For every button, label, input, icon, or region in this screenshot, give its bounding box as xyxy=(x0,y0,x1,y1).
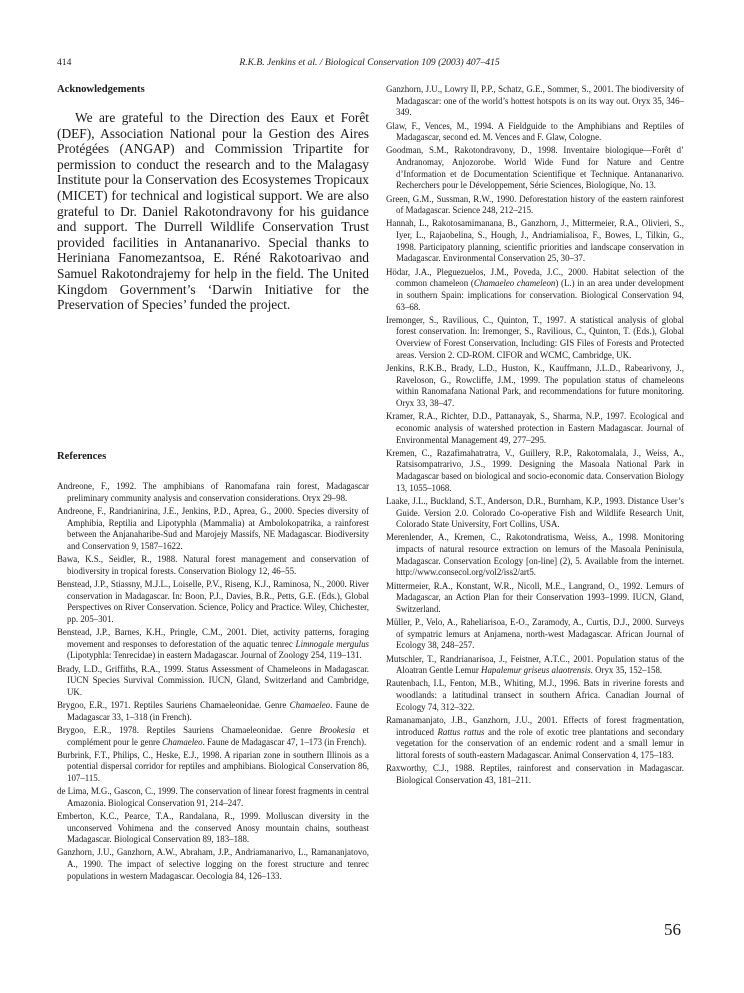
reference-entry xyxy=(57,579,369,626)
reference-entry xyxy=(57,847,369,882)
reference-entry xyxy=(386,194,684,217)
reference-text: and the role of exotic tree plantations and secondary vegetation for the conservation of an endemic rodent and a small lemur in littoral forests of south-eastern Madagascar. Animal Conservation 4, 175–183. xyxy=(396,726,684,760)
reference-list-right xyxy=(386,84,684,788)
reference-text: Burbrink, F.T., Philips, C., Heske, E.J., 1998. A riparian zone in southern Illinois as a potential dispersal corridor for reptiles and amphibians. Biological Conservation 86, 107–115. xyxy=(57,749,369,783)
reference-italic: Rattus rattus xyxy=(437,726,485,737)
page-number: 414 xyxy=(57,57,72,68)
reference-italic: Chamaeleo xyxy=(162,736,203,747)
reference-text: Brady, L.D., Griffiths, R.A., 1999. Status Assessment of Chameleons in Madagascar. IUCN Species Survival Commission. IUCN, Gland, Switzerland and Cambridge, UK. xyxy=(57,663,369,697)
reference-entry xyxy=(57,750,369,785)
reference-text: (Lipotyphla: Tenrecidae) in eastern Madagascar. Journal of Zoology 254, 119–131. xyxy=(67,650,362,661)
reference-text: de Lima, M.G., Gascon, C., 1999. The conservation of linear forest fragments in central Amazonia. Biological Conservation 91, 214–247. xyxy=(57,786,369,808)
reference-entry xyxy=(386,363,684,410)
reference-entry xyxy=(386,121,684,144)
reference-entry xyxy=(57,506,369,553)
reference-text: Hödar, J.A., Pleguezuelos, J.M., Poveda, J.C., 2000. Habitat selection of the common chameleon ( xyxy=(386,266,684,289)
reference-entry xyxy=(386,411,684,446)
reference-entry xyxy=(386,145,684,192)
reference-italic: Limnogale mergulus xyxy=(295,638,369,649)
reference-entry xyxy=(386,678,684,713)
reference-text: Jenkins, R.K.B., Brady, L.D., Huston, K., Kauffmann, J.L.D., Rabearivony, J., Raveloson, G., Rowcliffe, J.M., 1999. The population status of chameleons within Ranomafana National Park, and recommendations for future monitoring. Oryx 33, 38–47. xyxy=(386,362,684,409)
reference-text: Kremen, C., Razafimahatratra, V., Guillery, R.P., Rakotomalala, J., Weiss, A., Ratsisompatrarivo, J.S., 1999. Designing the Masoala National Park in Madagascar based on biological and socio-economic data. Conservation Biology 13, 1055–1068. xyxy=(386,447,684,493)
reference-entry xyxy=(57,725,369,748)
reference-text: Green, G.M., Sussman, R.W., 1990. Deforestation history of the eastern rainforest of Madagascar. Science 248, 212–215. xyxy=(386,193,684,216)
reference-text: Mutschler, T., Randrianarisoa, J., Feistner, A.T.C., 2001. Population status of the Aloatran Gentle Lemur xyxy=(386,653,684,676)
reference-text: Andreone, F., Randrianirina, J.E., Jenkins, P.D., Aprea, G., 2000. Species diversity of Amphibia, Reptilia and Lipotyphla (Mammalia) at Ambolokopatrika, a rainforest between the Anjanaharibe-Sud and Marojejy Massifs, NE Madagascar. Biodiversity and Conservation 9, 1587–1622. xyxy=(57,505,369,551)
reference-entry xyxy=(386,267,684,314)
reference-text: . Faune de Madagascar 33, 1–318 (in French). xyxy=(67,700,369,722)
reference-entry xyxy=(386,763,684,786)
reference-text: ) (L.) in an area under development in southern Spain: implications for conservation. Biological Conservation 94, 63–68. xyxy=(396,278,685,312)
reference-text: Merenlender, A., Kremen, C., Rakotondratisma, Weiss, A., 1998. Monitoring impacts of natural resource extraction on lemurs of the Masoala Peninisula, Madagascar. Conservation Ecology [on-line] (2), 5. Available from the internet. http://www.consecol.org/vol2/iss2/art5. xyxy=(386,532,684,578)
reference-text: Benstead, J.P., Stiassny, M.J.L., Loiselle, P.V., Riseng, K.J., Raminosa, N., 2000. River conservation in Madagascar. In: Boon, P.J., Davies, B.R., Petts, G.E. (Eds.), Global Perspectives on River Conservation. Science, Policy and Practice. Wiley, Chichester, pp. 205–301. xyxy=(57,578,369,624)
reference-entry xyxy=(386,448,684,495)
reference-text: Goodman, S.M., Rakotondravony, D., 1998. Inventaire biologique—Forêt d’ Andranomay, Anjozorobe. World Wide Fund for Nature and Centre d’Information et de Documentation Scientifique et Technique. Antananarivo. Recherchers pour le Développement, Série Sciences, Biologique, No. 13. xyxy=(386,145,684,191)
reference-list-left xyxy=(57,481,369,884)
left-column xyxy=(57,84,370,881)
reference-entry xyxy=(57,700,369,723)
reference-entry xyxy=(57,481,369,504)
reference-entry xyxy=(386,715,684,762)
reference-text: Ganzhorn, J.U., Lowry II, P.P., Schatz, G.E., Sommer, S., 2001. The biodiversity of Madagascar: one of the world’s hottest hotspots is on its way out. Oryx 35, 346–349. xyxy=(386,84,684,118)
reference-entry xyxy=(386,218,684,265)
folio-number: 56 xyxy=(664,920,681,939)
reference-entry xyxy=(57,786,369,809)
reference-text: Emberton, K.C., Pearce, T.A., Randalana, R., 1999. Molluscan diversity in the unconserved Vohimena and the conserved Anosy mountain chains, southeast Madagascar. Biological Conservation 89, 183–188. xyxy=(57,810,369,845)
reference-entry xyxy=(386,496,684,531)
reference-text: . Faune de Madagascar 47, 1–173 (in French). xyxy=(202,736,367,747)
reference-text: Müller, P., Velo, A., Raheliarisoa, E-O., Zaramody, A., Curtis, D.J., 2000. Surveys of sympatric lemurs at Anjamena, north-west Madagascar. African Journal of Ecology 38, 248–257. xyxy=(386,617,684,651)
reference-entry xyxy=(57,811,369,846)
reference-text: Andreone, F., 1992. The amphibians of Ranomafana rain forest, Madagascar preliminary community analysis and conservation considerations. Oryx 29–98. xyxy=(57,481,369,503)
reference-text: Iremonger, S., Ravilious, C., Quinton, T., 1997. A statistical analysis of global forest conservation. In: Iremonger, S., Ravilious, C., Quinton, T. (Eds.), Global Overview of Forest Conservation, Including: GIS Files of Forests and Protected areas. Version 2. CD-ROM. CIFOR and WCMC, Cambridge, UK. xyxy=(386,314,684,360)
reference-italic: Hapalemur griseus alaotrensis xyxy=(481,665,591,676)
references-heading: References xyxy=(57,451,107,462)
reference-entry xyxy=(386,315,684,362)
reference-text: Brygoo, E.R., 1978. Reptiles Sauriens Chamaeleonidae. Genre xyxy=(57,724,320,735)
reference-text: Laake, J.L., Buckland, S.T., Anderson, D.R., Burnham, K.P., 1993. Distance User’s Guide. Version 2.0. Colorado Co-operative Fish and Wildlife Research Unit, Colorado State University, Fort Collins, USA. xyxy=(386,495,684,530)
reference-entry xyxy=(57,664,369,699)
reference-entry xyxy=(57,554,369,577)
reference-text: . Oryx 35, 152–158. xyxy=(590,665,663,676)
reference-text: Bawa, K.S., Seidler, R., 1988. Natural forest management and conservation of biodiversity in tropical forests. Conservation Biology 12, 46–55. xyxy=(57,554,369,576)
reference-italic: Brookesia xyxy=(319,724,356,735)
reference-text: Rautenbach, I.L, Fenton, M.B., Whiting, M.J., 1996. Bats in riverine forests and woodlands: a latitudinal transect in southern Africa. Canadian Journal of Ecology 74, 312–322. xyxy=(386,678,684,712)
reference-text: Ramanamanjato, J.B., Ganzhorn, J.U., 2001. Effects of forest fragmentation, introduced xyxy=(386,714,684,737)
reference-entry xyxy=(57,627,369,662)
running-head: R.K.B. Jenkins et al. / Biological Conservation 109 (2003) 407–415 xyxy=(239,57,500,68)
acknowledgements-body: We are grateful to the Direction des Eaux et Forêt (DEF), Association National pour la Gestion des Aires Protégées (ANGAP) and Commission Tripartite for permission to conduct the research and to the Malagasy Institute pour la Conservation des Ecosystemes Tropicaux (MICET) for technical and logistical support. We are also grateful to Dr. Daniel Rakotondravony for his guidance and support. The Durrell Wildlife Conservation Trust provided facilities in Antananarivo. Special thanks to Heriniana Fanomezantsoa, E. Réné Rakotoarivao and Samuel Rakotondrajemy for help in the field. The United Kingdom Government’s ‘Darwin Initiative for the Preservation of Species’ funded the project. xyxy=(57,110,369,313)
reference-italic: Chamaeleo xyxy=(289,700,331,710)
reference-entry xyxy=(386,532,684,579)
reference-entry xyxy=(386,84,684,119)
running-header xyxy=(57,57,682,71)
reference-text: Mittermeier, R.A., Konstant, W.R., Nicoll, M.E., Langrand, O., 1992. Lemurs of Madagascar, an Action Plan for their Conservation 1993–1999. IUCN, Gland, Switzerland. xyxy=(386,580,684,614)
reference-italic: Chamaeleo chameleon xyxy=(473,278,556,289)
reference-entry xyxy=(386,654,684,677)
reference-text: Ganzhorn, J.U., Ganzhorn, A.W., Abraham, J.P., Andriamanarivo, L., Ramananjatovo, A., 1990. The impact of selective logging on the forest structure and tenrec populations in western Madagascar. Oecologia 84, 126–133. xyxy=(57,847,369,881)
reference-text: Hannah, L., Rakotosamimanana, B., Ganzhorn, J., Mittermeier, R.A., Olivieri, S., Iyer, L., Rajaobelina, S., Hough, J., Andriamialisoa, F., Bowes, I., Tilkin, G., 1998. Participatory planning, scientific priorities and landscape conservation in Madagascar. Environmental Conservation 25, 30–37. xyxy=(386,218,684,264)
reference-text: Raxworthy, C.J., 1988. Reptiles, rainforest and conservation in Madagascar. Biological Conservation 43, 181–211. xyxy=(386,763,684,785)
reference-text: Kramer, R.A., Richter, D.D., Pattanayak, S., Sharma, N.P., 1997. Ecological and economic analysis of watershed protection in Eastern Madagascar. Journal of Environmental Management 49, 277–295. xyxy=(386,411,684,445)
reference-entry xyxy=(386,581,684,616)
reference-text: Benstead, J.P., Barnes, K.H., Pringle, C.M., 2001. Diet, activity patterns, foraging movement and responses to deforestation of the aquatic tenrec xyxy=(57,627,369,649)
reference-text: et complément pour le genre xyxy=(67,724,370,747)
acknowledgements-heading: Acknowledgements xyxy=(57,84,145,95)
reference-text: Brygoo, E.R., 1971. Reptiles Sauriens Chamaeleonidae. Genre xyxy=(57,700,290,710)
reference-entry xyxy=(386,617,684,652)
reference-text: Glaw, F., Vences, M., 1994. A Fieldguide to the Amphibians and Reptiles of Madagascar, second ed. M. Vences and F. Glaw, Cologne. xyxy=(386,120,684,143)
